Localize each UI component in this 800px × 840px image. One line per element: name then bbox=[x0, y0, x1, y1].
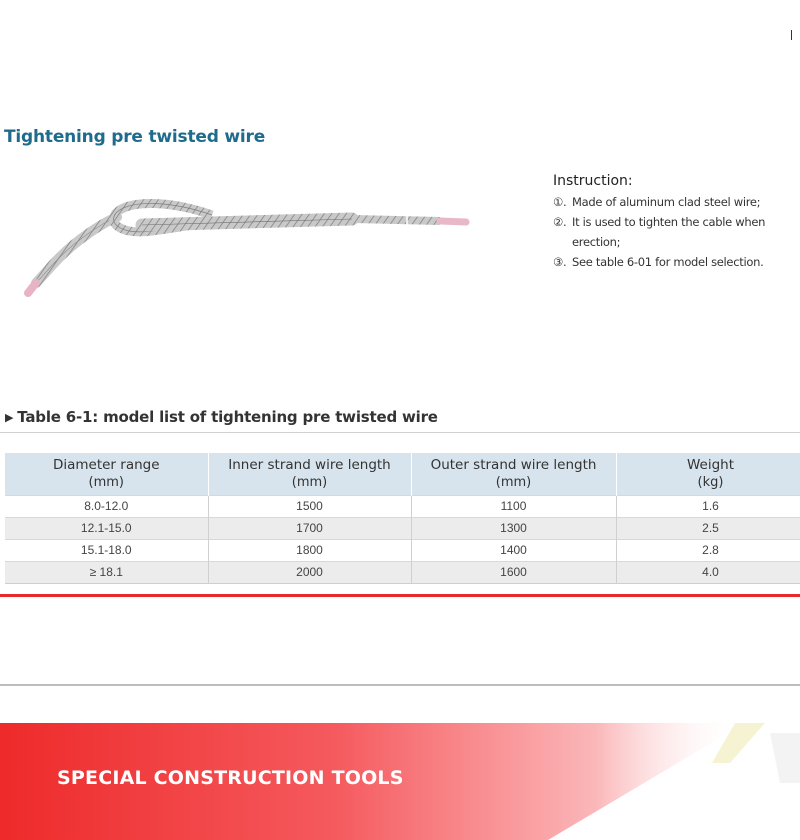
instruction-item bbox=[553, 192, 800, 212]
instruction-text: See table 6-01 for model selection. bbox=[572, 255, 764, 269]
column-header-outer-length: Outer strand wire length (mm) bbox=[411, 453, 616, 495]
table-cell: 1600 bbox=[411, 561, 616, 583]
table-cell: ≥ 18.1 bbox=[5, 561, 208, 583]
table-cell: 2.8 bbox=[616, 539, 800, 561]
instruction-number: ①. bbox=[553, 195, 567, 209]
table-cell: 1.6 bbox=[616, 495, 800, 517]
heading-divider bbox=[0, 432, 800, 433]
column-header-diameter: Diameter range (mm) bbox=[5, 453, 208, 495]
top-tick-mark bbox=[791, 30, 792, 40]
table-cell: 1800 bbox=[208, 539, 411, 561]
footer-banner bbox=[0, 723, 800, 840]
instruction-heading: Instruction: bbox=[553, 173, 633, 189]
table-row bbox=[5, 495, 800, 517]
table-header-row bbox=[5, 453, 800, 495]
table-cell: 8.0-12.0 bbox=[5, 495, 208, 517]
table-heading bbox=[5, 408, 438, 426]
instruction-number: ③. bbox=[553, 255, 567, 269]
instruction-text: Made of aluminum clad steel wire; bbox=[572, 195, 761, 209]
table-cell: 4.0 bbox=[616, 561, 800, 583]
table-cell: 15.1-18.0 bbox=[5, 539, 208, 561]
table-heading-text: Table 6-1: model list of tightening pre twisted wire bbox=[17, 408, 438, 426]
table-row bbox=[5, 517, 800, 539]
instruction-item bbox=[553, 252, 800, 272]
red-divider bbox=[0, 594, 800, 597]
model-table bbox=[5, 453, 800, 584]
column-header-inner-length: Inner strand wire length (mm) bbox=[208, 453, 411, 495]
table-cell: 2000 bbox=[208, 561, 411, 583]
table-row bbox=[5, 539, 800, 561]
pre-twisted-wire-image bbox=[22, 195, 472, 305]
table-cell: 2.5 bbox=[616, 517, 800, 539]
table-cell: 12.1-15.0 bbox=[5, 517, 208, 539]
product-title: Tightening pre twisted wire bbox=[4, 127, 266, 147]
instruction-text: It is used to tighten the cable when erection; bbox=[572, 215, 766, 249]
triangle-right-icon: ▶ bbox=[5, 410, 14, 424]
grey-divider bbox=[0, 684, 800, 686]
instruction-block bbox=[553, 173, 800, 272]
table-cell: 1100 bbox=[411, 495, 616, 517]
instruction-item bbox=[553, 212, 800, 252]
table-cell: 1700 bbox=[208, 517, 411, 539]
instruction-list bbox=[553, 192, 800, 272]
table-cell: 1500 bbox=[208, 495, 411, 517]
instruction-number: ②. bbox=[553, 215, 567, 229]
column-header-weight: Weight (kg) bbox=[616, 453, 800, 495]
table-cell: 1300 bbox=[411, 517, 616, 539]
table-row bbox=[5, 561, 800, 583]
footer-title: SPECIAL CONSTRUCTION TOOLS bbox=[57, 767, 404, 789]
table-cell: 1400 bbox=[411, 539, 616, 561]
